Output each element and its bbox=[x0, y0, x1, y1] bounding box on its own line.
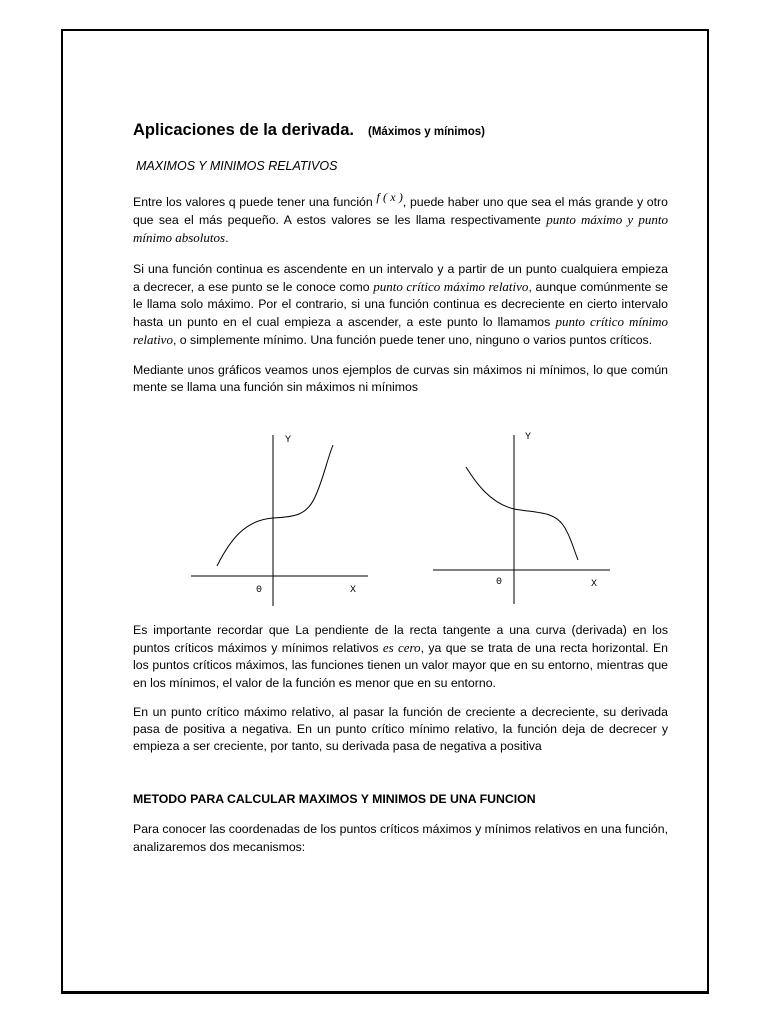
page-title bbox=[133, 120, 668, 142]
function-notation: f ( x ) bbox=[376, 190, 403, 204]
graph1-y-label: Y bbox=[285, 435, 292, 446]
para1-text-b: , puede haber uno que sea el más grande y otro que sea el más pequeño. A estos valores se les llama respectivamente bbox=[133, 195, 668, 228]
para2-text-a: Si una función continua es ascendente en un intervalo y a partir de un punto cualquiera empieza a decrecer, a ese punto se le conoce como bbox=[133, 261, 668, 294]
para1-text-a: Entre los valores q puede tener una función bbox=[133, 195, 377, 209]
graph1-origin-label: 0 bbox=[256, 585, 263, 596]
graph-increasing-cubic bbox=[185, 425, 375, 610]
title-subtitle: (Máximos y mínimos) bbox=[368, 126, 485, 138]
section-subtitle: MAXIMOS Y MINIMOS RELATIVOS bbox=[136, 159, 338, 173]
section-heading: METODO PARA CALCULAR MAXIMOS Y MINIMOS DE UNA FUNCION bbox=[133, 792, 536, 807]
graph1-curve bbox=[217, 445, 333, 566]
para2-text-c: , aunque comúnmente se le llama solo máximo. Por el contrario, si una función continua es decreciente en cierto intervalo hasta un punto en el cual empieza a ascender, a este punto lo llamamos bbox=[133, 279, 668, 330]
graph2-curve bbox=[466, 467, 578, 560]
paragraph-3: Mediante unos gráficos veamos unos ejemplos de curvas sin máximos ni mínimos, lo que común mente se llama una función sin máximos ni mínimos bbox=[133, 362, 668, 394]
para2-emphasis-min: punto crítico mínimo relativo bbox=[133, 314, 668, 348]
paragraph-6: Para conocer las coordenadas de los puntos críticos máximos y mínimos relativos en una función, analizaremos dos mecanismos: bbox=[133, 822, 668, 854]
graph-decreasing-cubic bbox=[428, 425, 628, 610]
page-bottom-rule bbox=[61, 991, 709, 994]
para2-text-e: , o simplemente mínimo. Una función puede tener uno, ninguno o varios puntos críticos. bbox=[172, 333, 653, 348]
title-main: Aplicaciones de la derivada. bbox=[133, 121, 355, 139]
graph2-origin-label: 0 bbox=[496, 577, 503, 588]
para4-emphasis: es cero bbox=[382, 640, 421, 656]
para4-text-c: , ya que se trata de una recta horizontal. En los puntos críticos máximos, las funciones tienen un valor mayor que en su entorno, mientras que en los mínimos, el valor de la función es menor que en su entorno. bbox=[133, 641, 668, 690]
para2-emphasis-max: punto crítico máximo relativo bbox=[373, 278, 529, 294]
paragraph-1 bbox=[133, 190, 668, 248]
para4-text-a: Es importante recordar que La pendiente de la recta tangente a una curva (derivada) en los puntos críticos máximos y mínimos relativos bbox=[133, 623, 668, 656]
para1-emphasis: punto máximo y punto mínimo absolutos bbox=[133, 212, 668, 246]
graph1-x-label: X bbox=[350, 585, 357, 596]
paragraph-5: En un punto crítico máximo relativo, al pasar la función de creciente a decreciente, su derivada pasa de positiva a negativa. En un punto crítico mínimo relativo, la función deja de decrecer y empieza a ser creciente, por tanto, su derivada pasa de negativa a positiva bbox=[133, 704, 668, 754]
paragraph-4 bbox=[133, 622, 668, 692]
para1-text-d: . bbox=[225, 231, 229, 246]
graph2-y-label: Y bbox=[525, 432, 532, 443]
graph2-x-label: X bbox=[591, 579, 598, 590]
paragraph-2 bbox=[133, 261, 668, 350]
